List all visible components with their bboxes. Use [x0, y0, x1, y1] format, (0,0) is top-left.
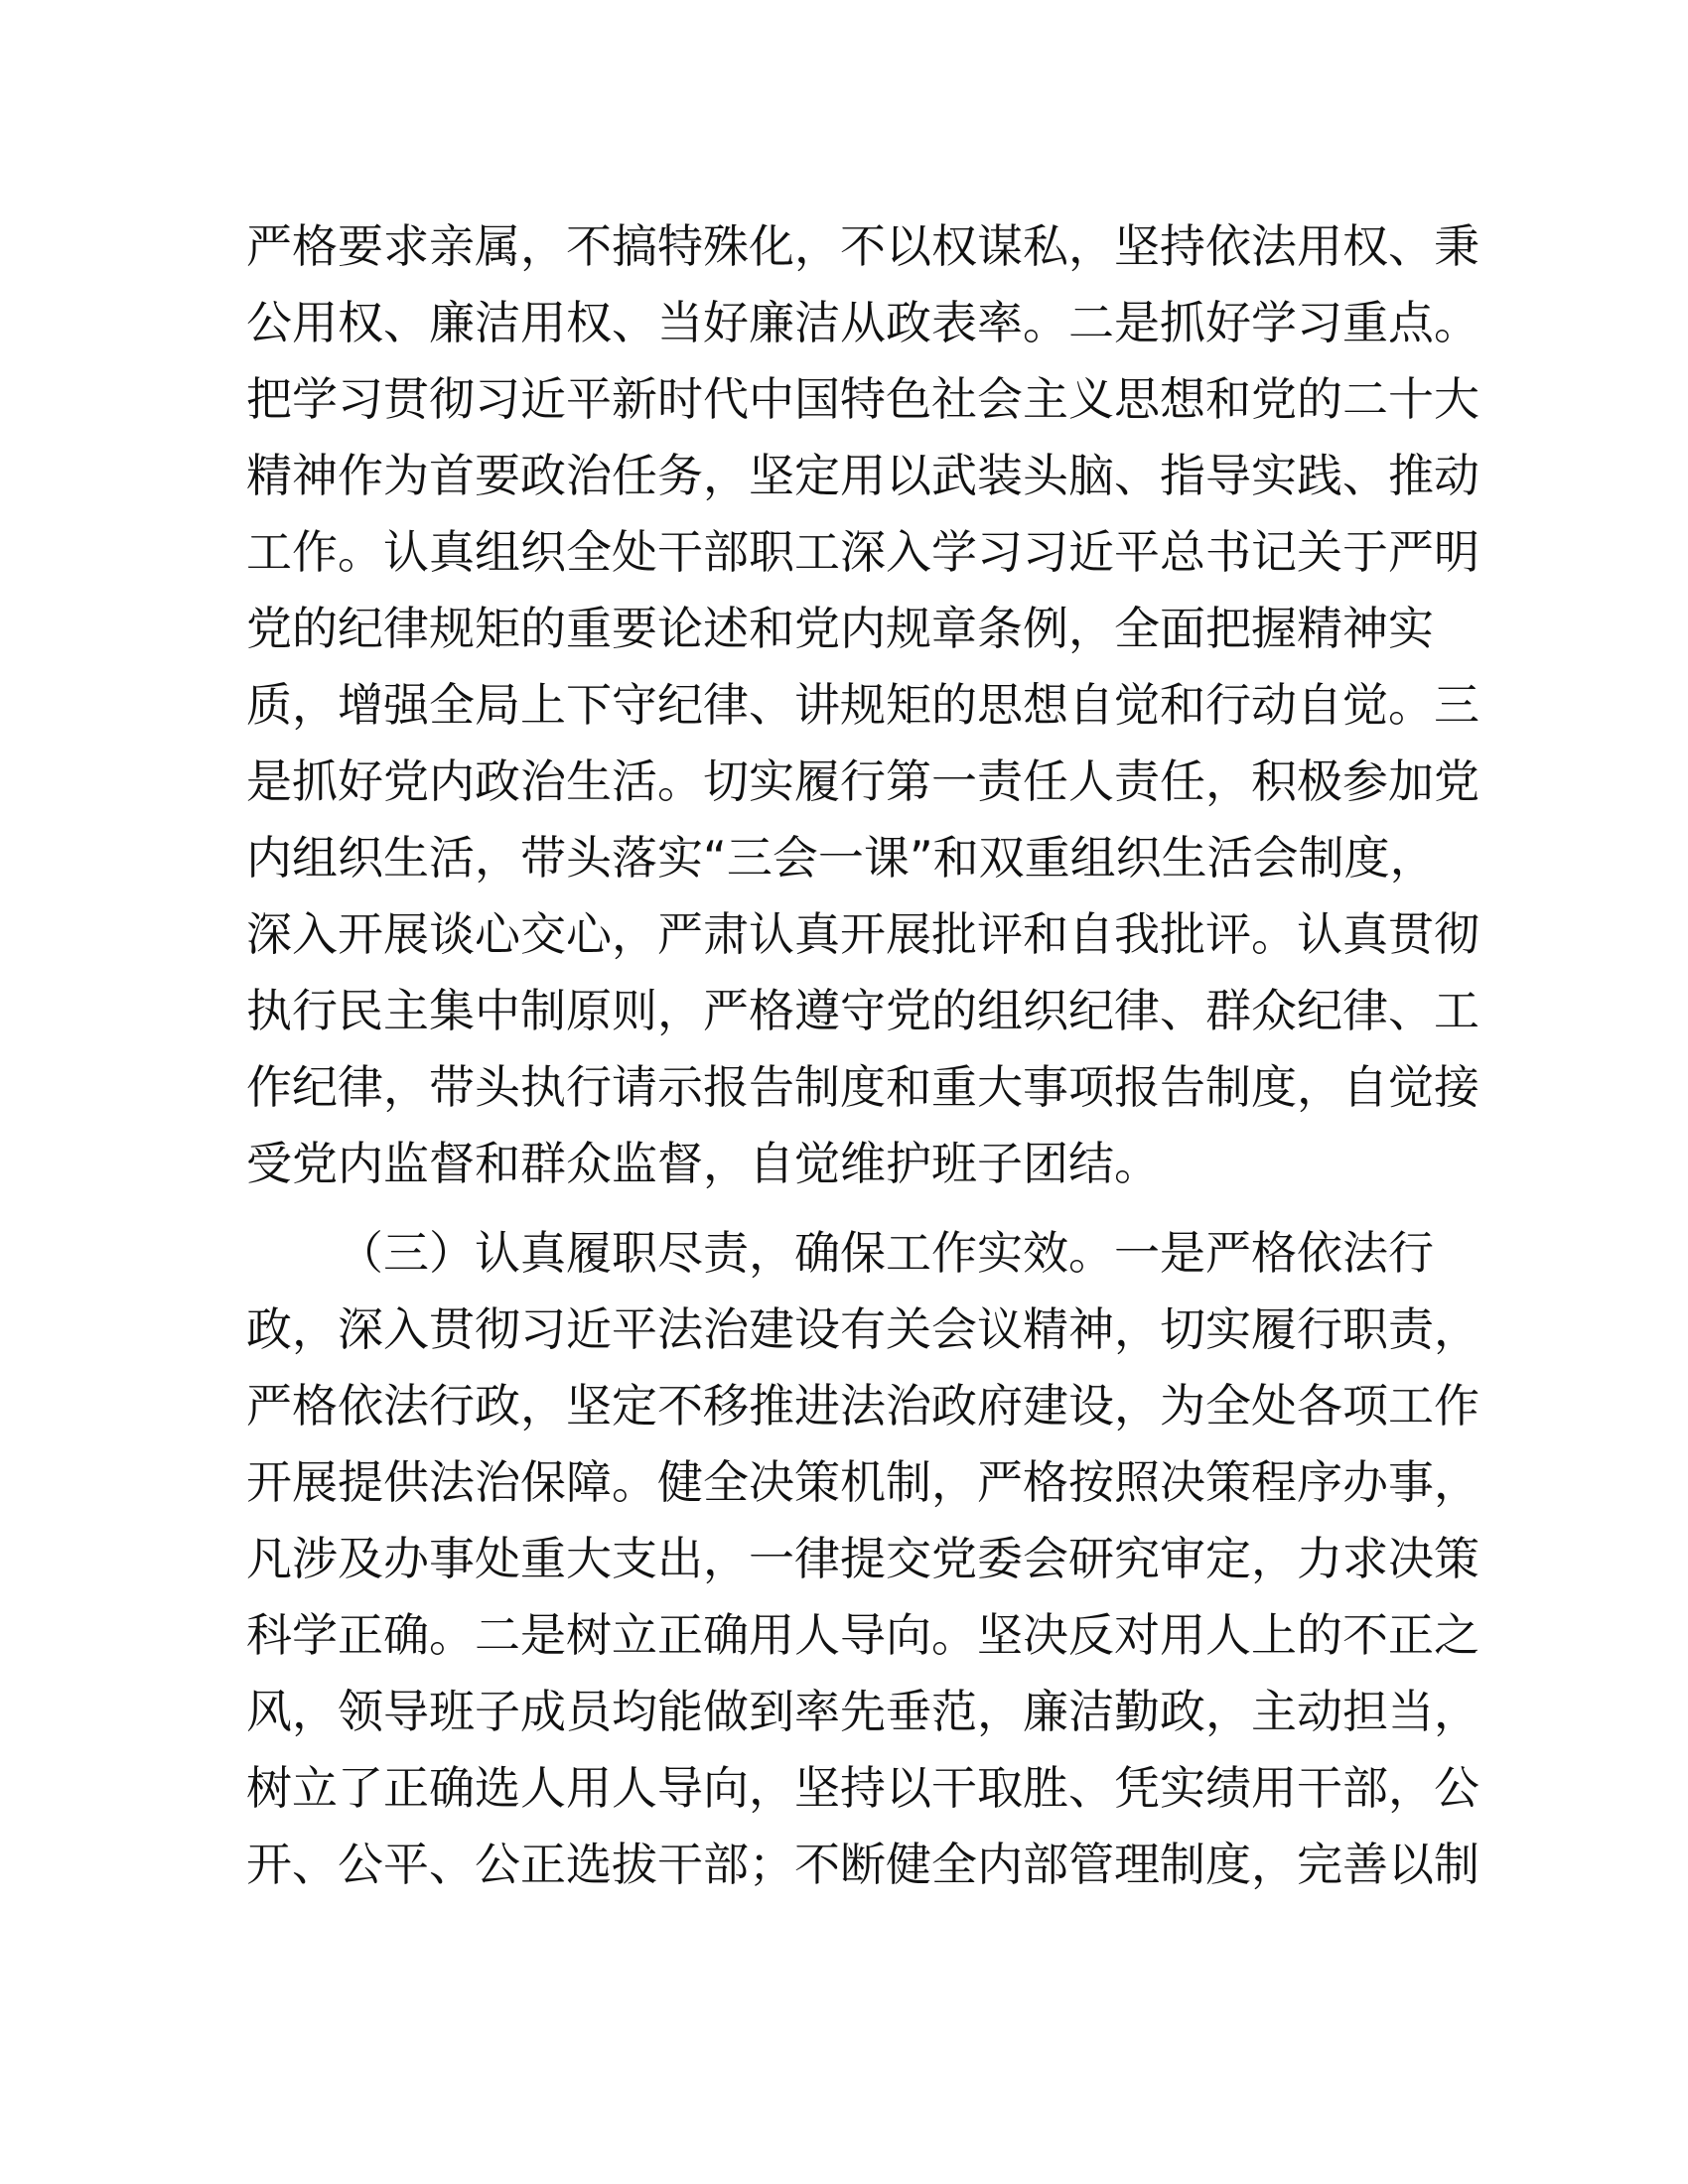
text-line: 树立了正确选人用人导向，坚持以干取胜、凭实绩用干部，公 [246, 1761, 1479, 1815]
text-line: 内组织生活，带头落实“三会一课”和双重组织生活会制度， [246, 831, 1436, 885]
text-line: 公用权、廉洁用权、当好廉洁从政表率。二是抓好学习重点。 [246, 296, 1479, 349]
paragraph-1 [246, 208, 1479, 1202]
text-line: 开、公平、公正选拔干部；不断健全内部管理制度，完善以制 [246, 1838, 1479, 1891]
text-line: 精神作为首要政治任务，坚定用以武装头脑、指导实践、推动 [246, 449, 1479, 502]
paragraph-spacer [246, 1202, 1448, 1215]
text-line: 风，领导班子成员均能做到率先垂范，廉洁勤政，主动担当， [246, 1685, 1479, 1738]
text-line: 作纪律，带头执行请示报告制度和重大事项报告制度，自觉接 [246, 1060, 1479, 1114]
text-line: 把学习贯彻习近平新时代中国特色社会主义思想和党的二十大 [246, 372, 1479, 426]
text-line: 是抓好党内政治生活。切实履行第一责任人责任，积极参加党 [246, 754, 1479, 808]
text-line: 工作。认真组织全处干部职工深入学习习近平总书记关于严明 [246, 525, 1479, 579]
text-line: 科学正确。二是树立正确用人导向。坚决反对用人上的不正之 [246, 1608, 1479, 1662]
document-body [246, 208, 1479, 1903]
text-line: 凡涉及办事处重大支出，一律提交党委会研究审定，力求决策 [246, 1532, 1479, 1585]
paragraph-2 [246, 1215, 1479, 1903]
text-line: 质，增强全局上下守纪律、讲规矩的思想自觉和行动自觉。三 [246, 678, 1479, 732]
text-line: 党的纪律规矩的重要论述和党内规章条例，全面把握精神实 [246, 602, 1434, 655]
text-line: 执行民主集中制原则，严格遵守党的组织纪律、群众纪律、工 [246, 984, 1479, 1037]
text-line: 政，深入贯彻习近平法治建设有关会议精神，切实履行职责， [246, 1302, 1479, 1356]
text-line: 严格要求亲属，不搞特殊化，不以权谋私，坚持依法用权、秉 [246, 219, 1479, 273]
text-line: 深入开展谈心交心，严肃认真开展批评和自我批评。认真贯彻 [246, 907, 1479, 961]
text-line: 严格依法行政，坚定不移推进法治政府建设，为全处各项工作 [246, 1379, 1479, 1433]
text-line-indented: （三）认真履职尽责，确保工作实效。一是严格依法行 [338, 1226, 1434, 1280]
text-line: 受党内监督和群众监督，自觉维护班子团结。 [246, 1137, 1160, 1190]
text-line: 开展提供法治保障。健全决策机制，严格按照决策程序办事， [246, 1455, 1479, 1509]
